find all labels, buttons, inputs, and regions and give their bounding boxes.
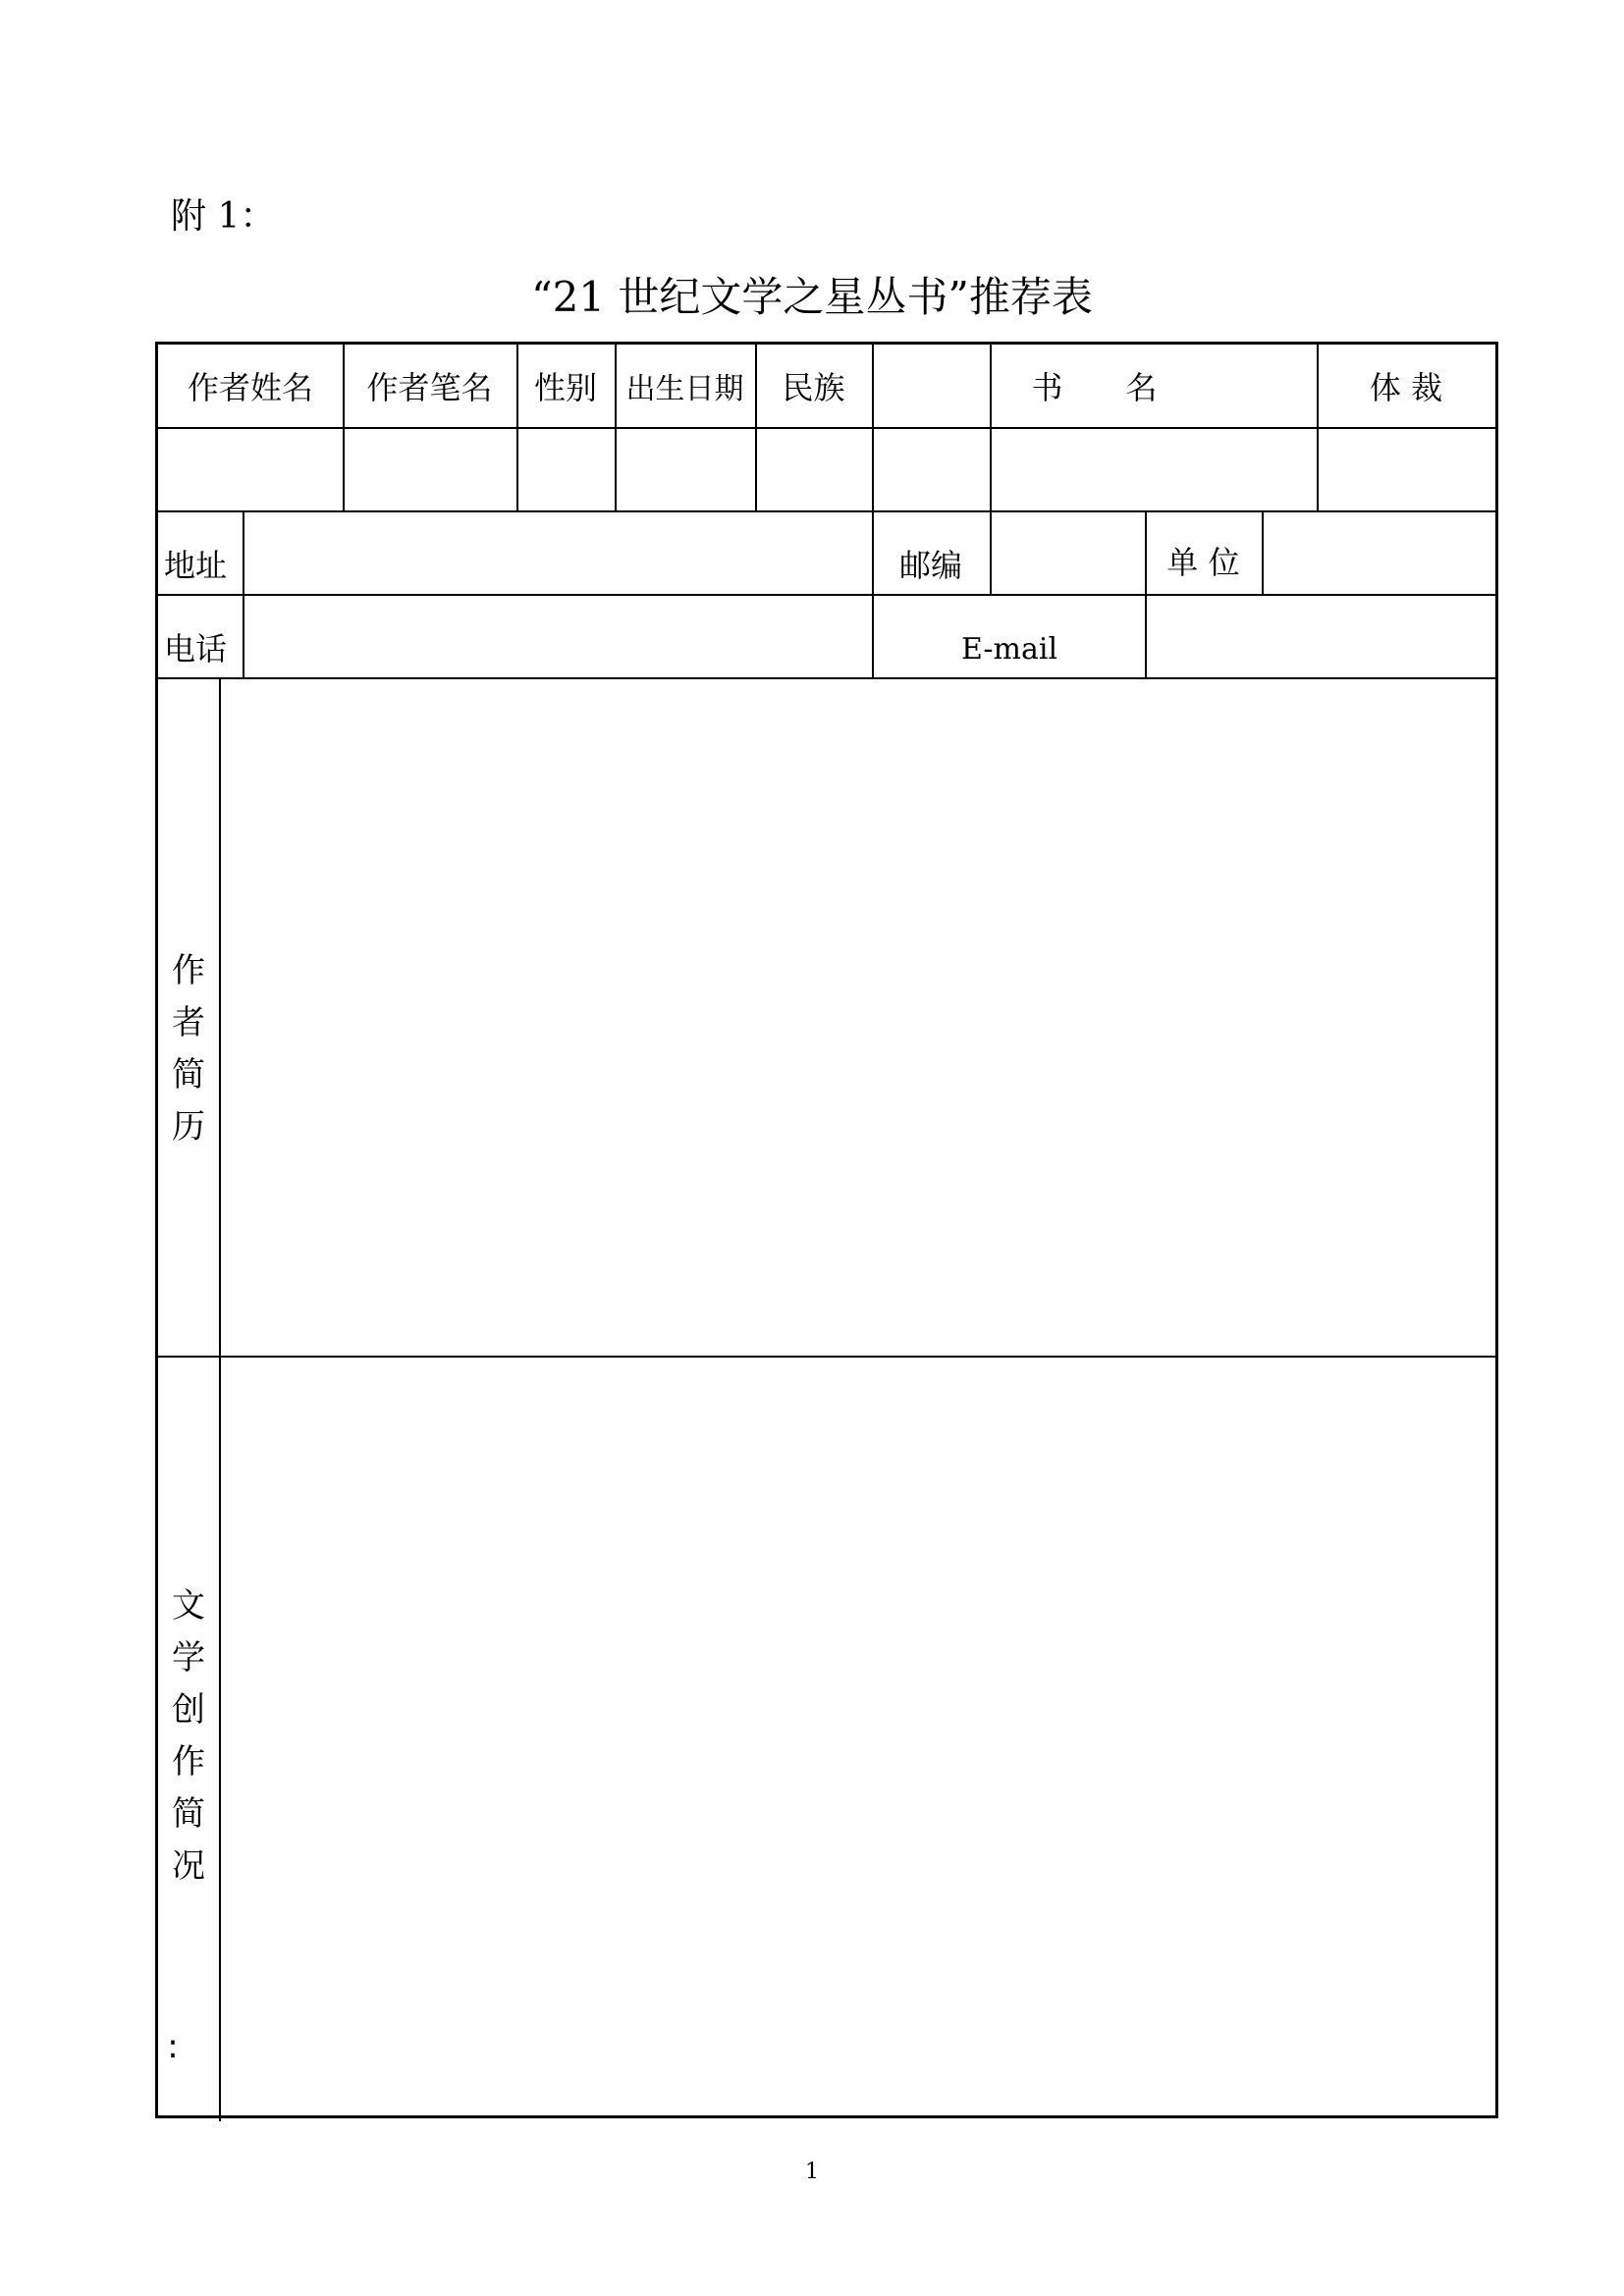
phone-label: 电话 [164,629,228,667]
postcode-field[interactable] [992,512,1145,594]
gender-label: 性别 [533,369,597,406]
recommendation-form [155,342,1498,2118]
pen-name-label: 作者笔名 [366,369,493,406]
writing-colon: : [167,2027,179,2066]
resume-field[interactable] [221,679,1495,1356]
author-name-label: 作者姓名 [187,369,313,406]
ethnicity-field[interactable] [757,429,872,510]
genre-label: 体 裁 [1369,369,1443,406]
form-title: “21 世纪文学之星丛书”推荐表 [531,273,1093,321]
resume-label: 作 者 简 历 [172,951,205,1147]
postcode-label: 邮编 [898,546,962,584]
ethnicity-label: 民族 [782,369,845,406]
pen-name-field[interactable] [345,429,516,510]
gender-field[interactable] [518,429,615,510]
address-label: 地址 [164,546,228,584]
employer-field[interactable] [1264,512,1495,594]
author-name-field[interactable] [158,429,343,510]
page-number: 1 [805,2160,819,2184]
writing-field[interactable] [221,1358,1495,2115]
book-title-field[interactable] [874,429,1317,510]
writing-label: 文 学 创 作 简 况 [172,1586,205,1886]
employer-label: 单 位 [1166,543,1240,581]
appendix-label: 附 1： [171,196,276,237]
address-field[interactable] [244,512,872,594]
genre-field[interactable] [1319,429,1495,510]
birth-date-label: 出生日期 [625,372,744,406]
phone-field[interactable] [244,596,872,677]
book-title-label: 书 名 [1031,369,1158,406]
birth-date-field[interactable] [617,429,755,510]
email-field[interactable] [1147,596,1495,677]
email-label: E-mail [960,632,1058,667]
